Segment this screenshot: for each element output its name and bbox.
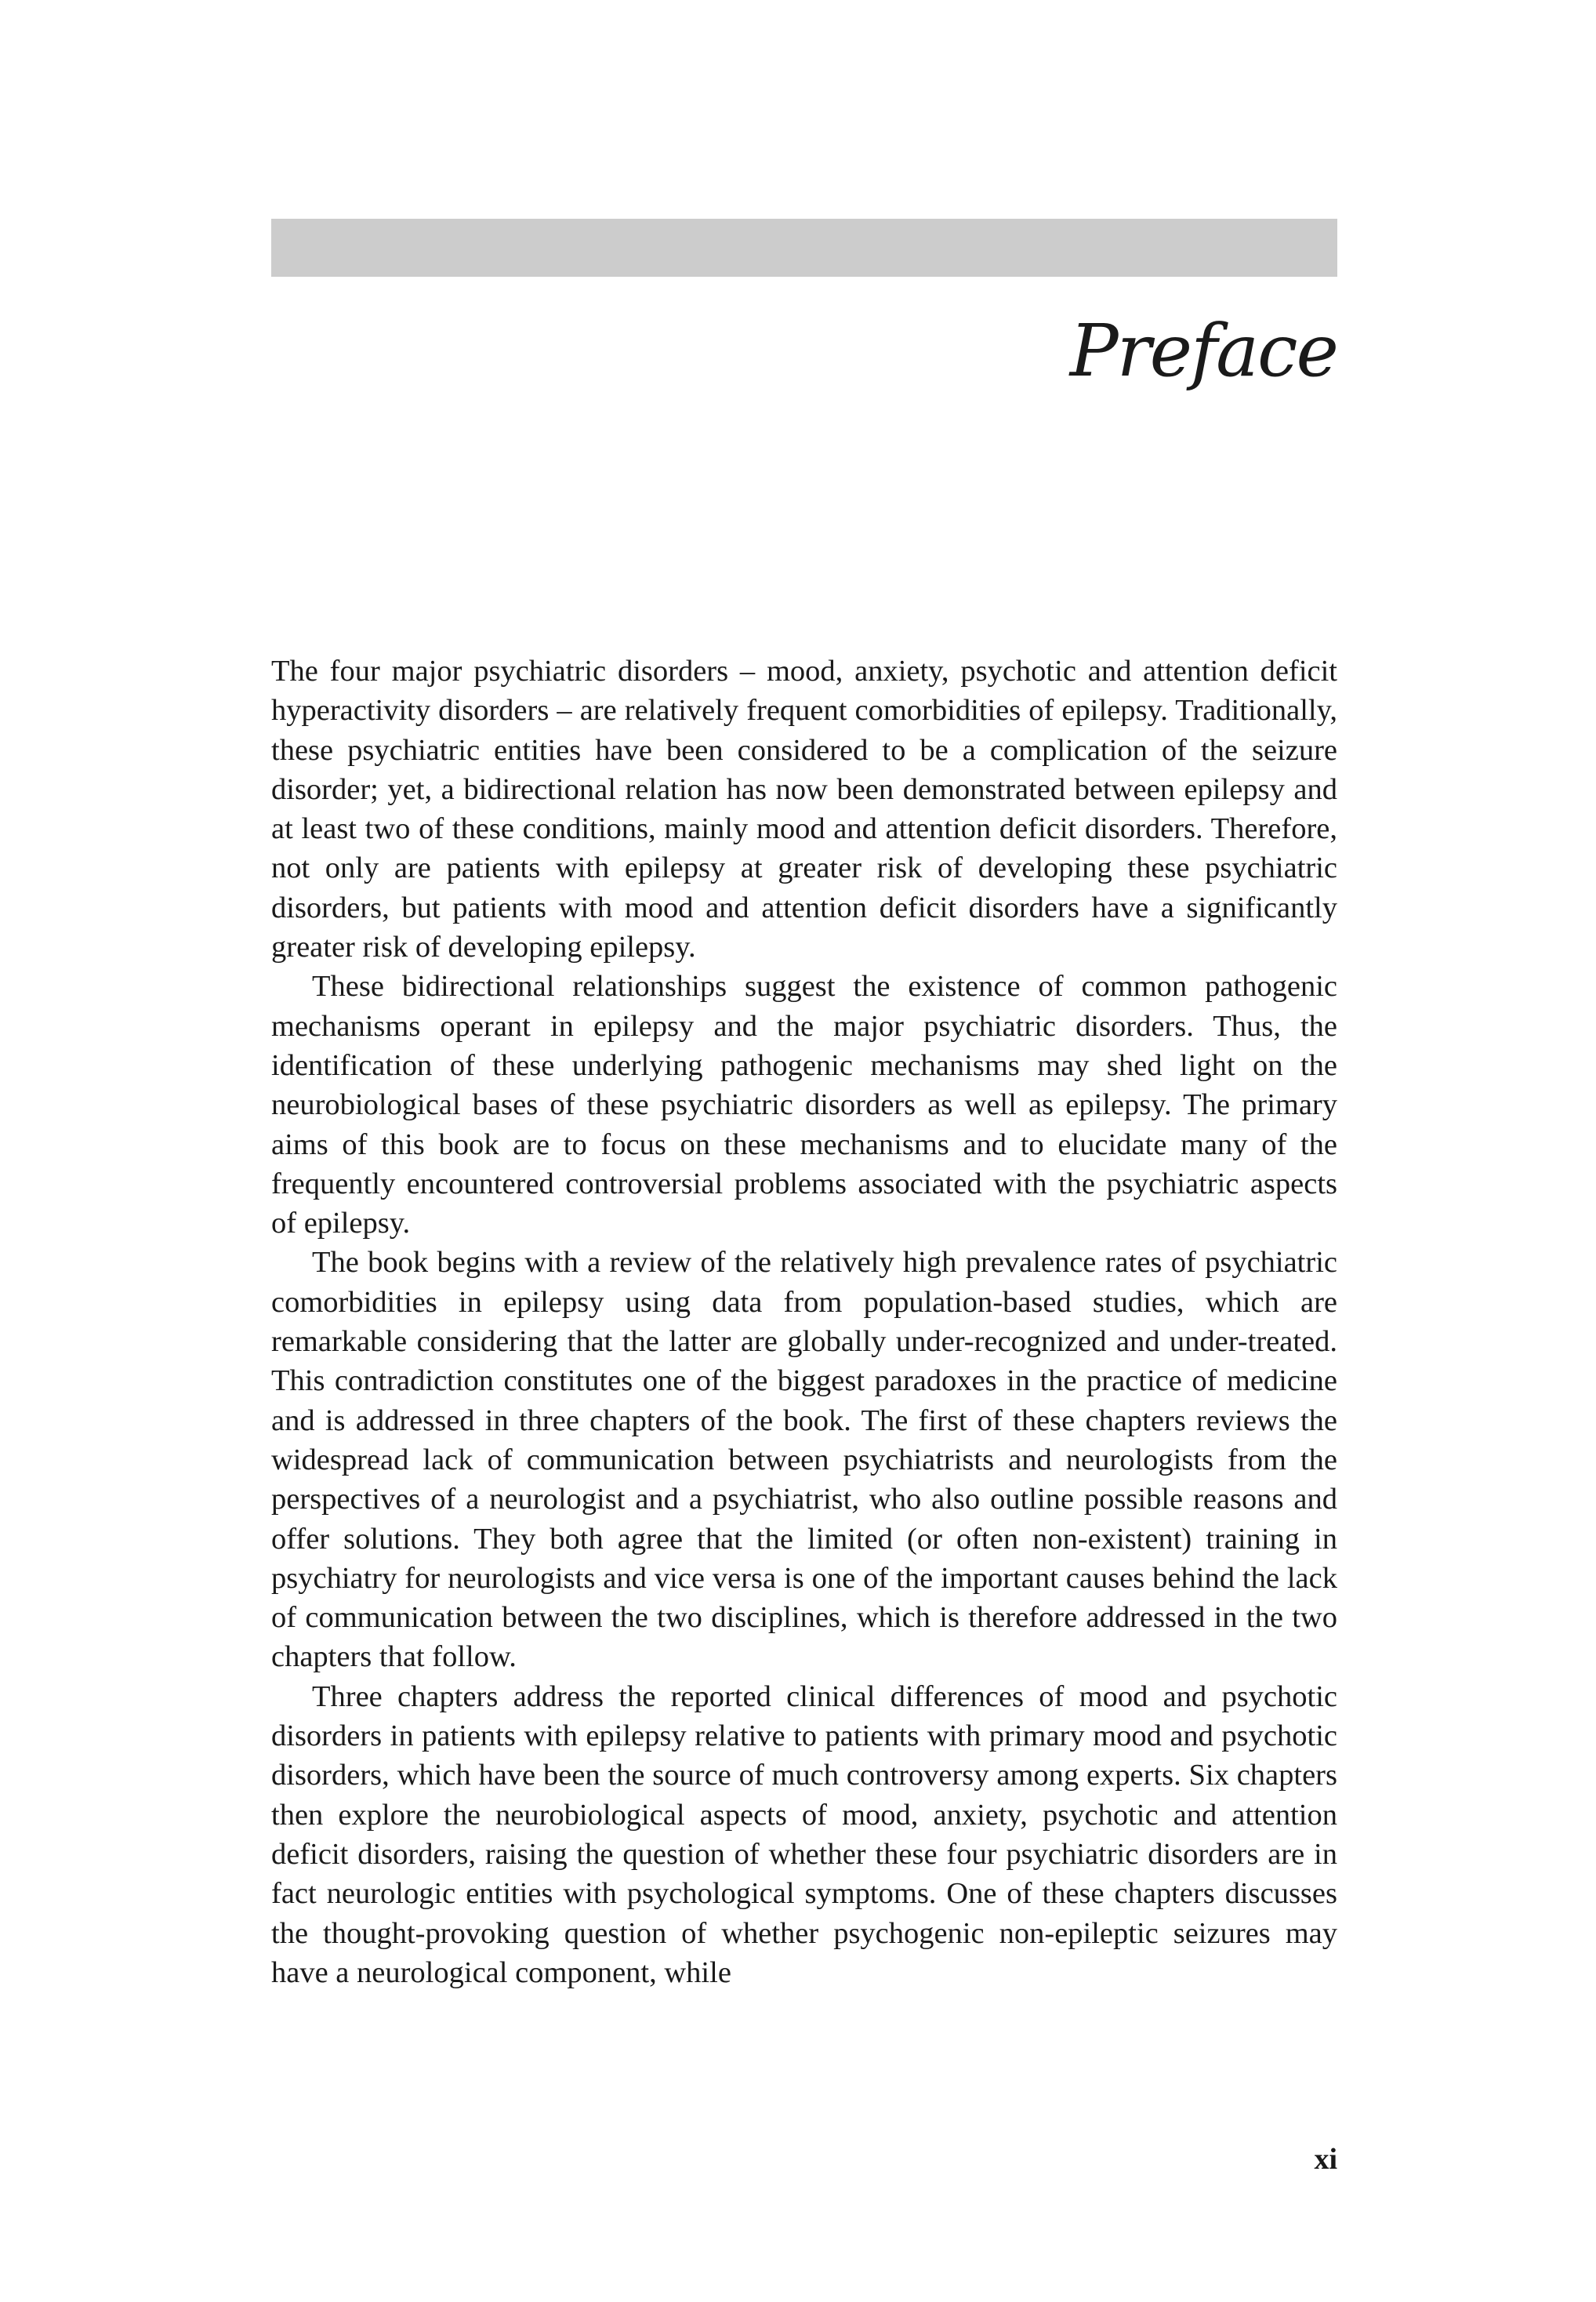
chapter-header-bar (271, 219, 1337, 277)
paragraph-3: The book begins with a review of the relatively high prevalence rates of psychiatric comorbidities in epilepsy using data from population-based studies, which are remarkable considering that the latter are globally under-recognized and under-treated. This contradiction constitutes one of the biggest paradoxes in the practice of medicine and is addressed in three chapters of the book. The first of these chapters reviews the widespread lack of communication between psychiatrists and neurologists from the perspectives of a neurologist and a psychiatrist, who also outline possible reasons and offer solutions. They both agree that the limited (or often non-existent) training in psychiatry for neurologists and vice versa is one of the important causes behind the lack of communication between the two disciplines, which is therefore addressed in the two chapters that follow. (271, 1246, 1337, 1674)
preface-body-text (271, 652, 1337, 1992)
page-number: xi (1314, 2143, 1337, 2176)
paragraph-2: These bidirectional relationships suggest the existence of common pathogenic mechanisms operant in epilepsy and the major psychiatric disorders. Thus, the identification of these underlying pathogenic mechanisms may shed light on the neurobiological bases of these psychiatric disorders as well as epilepsy. The primary aims of this book are to focus on these mechanisms and to elucidate many of the frequently encountered controversial problems associated with the psychiatric aspects of epilepsy. (271, 970, 1337, 1240)
paragraph-4: Three chapters address the reported clinical differences of mood and psychotic disorders in patients with epilepsy relative to patients with primary mood and psychotic disorders, which have been the source of much controversy among experts. Six chapters then explore the neurobiological aspects of mood, anxiety, psychotic and attention deficit disorders, raising the question of whether these four psychiatric disorders are in fact neurologic entities with psychological symptoms. One of these chapters discusses the thought-provoking question of whether psychogenic non-epileptic seizures may have a neurological component, while (271, 1679, 1337, 1989)
chapter-title: Preface (1069, 309, 1337, 393)
paragraph-1: The four major psychiatric disorders – mood, anxiety, psychotic and attention deficit hyperactivity disorders – are relatively frequent comorbidities of epilepsy. Traditionally, these psychiatric entities have been considered to be a complication of the seizure disorder; yet, a bidirectional relation has now been demonstrated between epilepsy and at least two of these conditions, mainly mood and attention deficit disorders. Therefore, not only are patients with epilepsy at greater risk of developing these psychiatric disorders, but patients with mood and attention deficit disorders have a significantly greater risk of developing epilepsy. (271, 655, 1337, 964)
